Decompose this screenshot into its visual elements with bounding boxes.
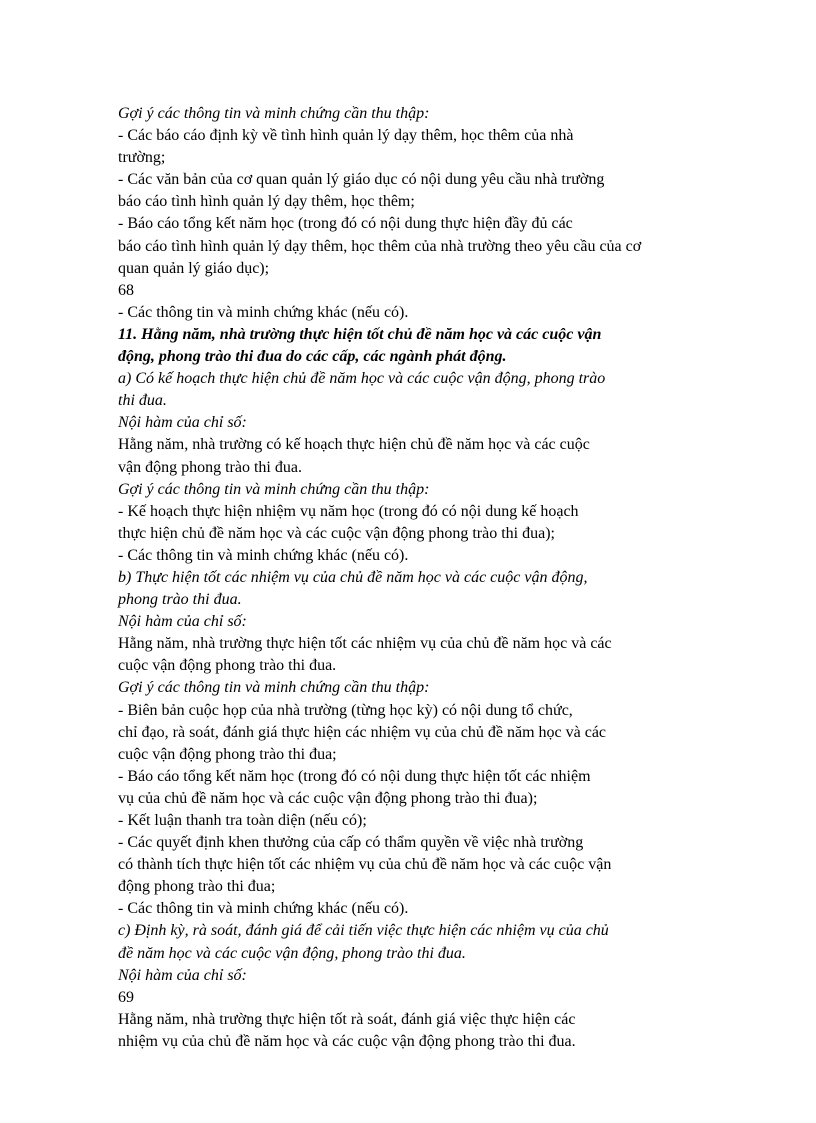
- italic-subheading-line: Gợi ý các thông tin và minh chứng cần thu thập:: [118, 105, 430, 122]
- text-line: - Các báo cáo định kỳ về tình hình quản lý dạy thêm, học thêm của nhà: [118, 127, 574, 145]
- text-line: Hằng năm, nhà trường có kế hoạch thực hiện chủ đề năm học và các cuộc: [118, 436, 590, 454]
- italic-subheading-line: a) Có kế hoạch thực hiện chủ đề năm học và các cuộc vận động, phong trào: [118, 370, 606, 388]
- italic-subheading-line: c) Định kỳ, rà soát, đánh giá để cải tiến việc thực hiện các nhiệm vụ của chủ: [118, 922, 609, 940]
- text-line: - Các thông tin và minh chứng khác (nếu có).: [118, 303, 409, 321]
- text-line: động phong trào thi đua;: [118, 878, 276, 896]
- text-line: trường;: [118, 149, 166, 167]
- italic-subheading-line: đề năm học và các cuộc vận động, phong trào thi đua.: [118, 944, 466, 962]
- text-line: - Kết luận thanh tra toàn diện (nếu có);: [118, 812, 367, 829]
- section-heading-line: động, phong trào thi đua do các cấp, các ngành phát động.: [118, 348, 507, 366]
- text-line: vận động phong trào thi đua.: [118, 458, 302, 476]
- text-line: chỉ đạo, rà soát, đánh giá thực hiện các nhiệm vụ của chủ đề năm học và các: [118, 723, 607, 741]
- text-line: Hằng năm, nhà trường thực hiện tốt các nhiệm vụ của chủ đề năm học và các: [118, 635, 612, 653]
- text-line: cuộc vận động phong trào thi đua.: [118, 657, 337, 675]
- page-number: 68: [118, 281, 134, 299]
- text-line: - Các thông tin và minh chứng khác (nếu có).: [118, 546, 409, 564]
- italic-subheading-line: b) Thực hiện tốt các nhiệm vụ của chủ đề năm học và các cuộc vận động,: [118, 568, 588, 586]
- text-line: quan quản lý giáo dục);: [118, 259, 270, 277]
- italic-subheading-line: Gợi ý các thông tin và minh chứng cần thu thập:: [118, 480, 430, 498]
- text-line: vụ của chủ đề năm học và các cuộc vận động phong trào thi đua);: [118, 789, 538, 807]
- italic-subheading-line: Gợi ý các thông tin và minh chứng cần thu thập:: [118, 679, 430, 697]
- text-line: có thành tích thực hiện tốt các nhiệm vụ của chủ đề năm học và các cuộc vận: [118, 856, 612, 874]
- italic-subheading-line: thi đua.: [118, 392, 167, 410]
- text-line: báo cáo tình hình quản lý dạy thêm, học thêm;: [118, 193, 415, 211]
- text-line: - Biên bản cuộc họp của nhà trường (từng học kỳ) có nội dung tổ chức,: [118, 701, 573, 719]
- text-line: Hằng năm, nhà trường thực hiện tốt rà soát, đánh giá việc thực hiện các: [118, 1010, 576, 1028]
- italic-subheading-line: Nội hàm của chỉ số:: [118, 613, 247, 631]
- text-line: - Kế hoạch thực hiện nhiệm vụ năm học (trong đó có nội dung kế hoạch: [118, 502, 579, 520]
- text-line: báo cáo tình hình quản lý dạy thêm, học thêm của nhà trường theo yêu cầu của cơ: [118, 237, 642, 255]
- section-heading-line: 11. Hằng năm, nhà trường thực hiện tốt chủ đề năm học và các cuộc vận: [118, 325, 602, 343]
- text-line: - Các thông tin và minh chứng khác (nếu có).: [118, 900, 409, 918]
- text-line: - Các văn bản của cơ quan quản lý giáo dục có nội dung yêu cầu nhà trường: [118, 171, 605, 189]
- italic-subheading-line: phong trào thi đua.: [118, 591, 242, 609]
- italic-subheading-line: Nội hàm của chỉ số:: [118, 966, 247, 984]
- italic-subheading-line: Nội hàm của chỉ số:: [118, 414, 247, 432]
- text-line: nhiệm vụ của chủ đề năm học và các cuộc vận động phong trào thi đua.: [118, 1032, 576, 1050]
- text-line: thực hiện chủ đề năm học và các cuộc vận động phong trào thi đua);: [118, 524, 555, 542]
- text-line: - Các quyết định khen thưởng của cấp có thẩm quyền về việc nhà trường: [118, 834, 584, 852]
- text-line: - Báo cáo tổng kết năm học (trong đó có nội dung thực hiện đầy đủ các: [118, 215, 573, 233]
- text-line: cuộc vận động phong trào thi đua;: [118, 745, 337, 763]
- page-number: 69: [118, 988, 134, 1006]
- text-line: - Báo cáo tổng kết năm học (trong đó có nội dung thực hiện tốt các nhiệm: [118, 767, 591, 785]
- document-body: [118, 103, 798, 1053]
